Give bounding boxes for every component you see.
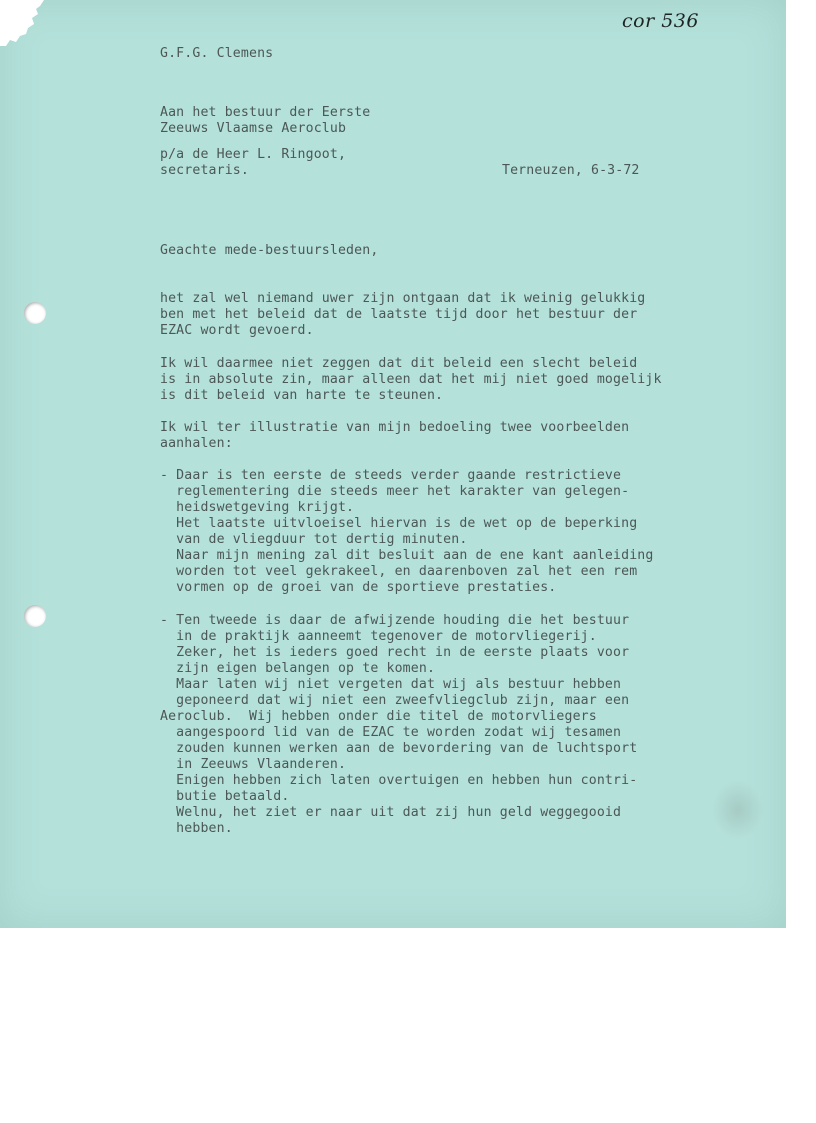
point-line: zijn eigen belangen op te komen.: [160, 661, 436, 676]
body-line: het zal wel niemand uwer zijn ontgaan dat ik weinig gelukkig: [160, 291, 646, 306]
point-line: Maar laten wij niet vergeten dat wij als bestuur hebben: [160, 677, 622, 692]
recipient-line: p/a de Heer L. Ringoot,: [160, 147, 347, 162]
point-line: Aeroclub. Wij hebben onder die titel de motorvliegers: [160, 709, 597, 724]
point-line: heidswetgeving krijgt.: [160, 500, 355, 515]
body-line: Ik wil daarmee niet zeggen dat dit beleid een slecht beleid: [160, 356, 638, 371]
place-date: Terneuzen, 6-3-72: [502, 163, 640, 178]
point-line: van de vliegduur tot dertig minuten.: [160, 532, 468, 547]
point-line: aangespoord lid van de EZAC te worden zodat wij tesamen: [160, 725, 622, 740]
point-line: reglementering die steeds meer het karakter van gelegen-: [160, 484, 630, 499]
recipient-line: Aan het bestuur der Eerste: [160, 105, 371, 120]
archive-note: cor 536: [622, 10, 699, 32]
punch-hole: [24, 605, 46, 627]
body-line: is dit beleid van harte te steunen.: [160, 388, 444, 403]
point-line: worden tot veel gekrakeel, en daarenboven zal het een rem: [160, 564, 638, 579]
punch-hole: [24, 302, 46, 324]
sender-name: G.F.G. Clemens: [160, 46, 274, 61]
torn-corner: [0, 0, 44, 46]
point-line: - Daar is ten eerste de steeds verder gaande restrictieve: [160, 468, 622, 483]
body-line: aanhalen:: [160, 436, 233, 451]
point-line: butie betaald.: [160, 789, 290, 804]
body-line: Ik wil ter illustratie van mijn bedoeling twee voorbeelden: [160, 420, 630, 435]
body-line: ben met het beleid dat de laatste tijd door het bestuur der: [160, 307, 638, 322]
point-line: Enigen hebben zich laten overtuigen en hebben hun contri-: [160, 773, 638, 788]
point-line: geponeerd dat wij niet een zweefvliegclub zijn, maar een: [160, 693, 630, 708]
point-line: in de praktijk aanneemt tegenover de motorvliegerij.: [160, 629, 597, 644]
recipient-line: secretaris.: [160, 163, 249, 178]
point-line: Het laatste uitvloeisel hiervan is de wet op de beperking: [160, 516, 638, 531]
recipient-line: Zeeuws Vlaamse Aeroclub: [160, 121, 347, 136]
body-line: EZAC wordt gevoerd.: [160, 323, 314, 338]
point-line: - Ten tweede is daar de afwijzende houding die het bestuur: [160, 613, 630, 628]
paper-smudge: [712, 780, 764, 840]
point-line: Welnu, het ziet er naar uit dat zij hun geld weggegooid: [160, 805, 622, 820]
body-line: is in absolute zin, maar alleen dat het mij niet goed mogelijk: [160, 372, 662, 387]
point-line: Zeker, het is ieders goed recht in de eerste plaats voor: [160, 645, 630, 660]
point-line: zouden kunnen werken aan de bevordering van de luchtsport: [160, 741, 638, 756]
point-line: in Zeeuws Vlaanderen.: [160, 757, 347, 772]
salutation: Geachte mede-bestuursleden,: [160, 243, 379, 258]
point-line: hebben.: [160, 821, 233, 836]
point-line: vormen op de groei van de sportieve prestaties.: [160, 580, 557, 595]
point-line: Naar mijn mening zal dit besluit aan de ene kant aanleiding: [160, 548, 654, 563]
